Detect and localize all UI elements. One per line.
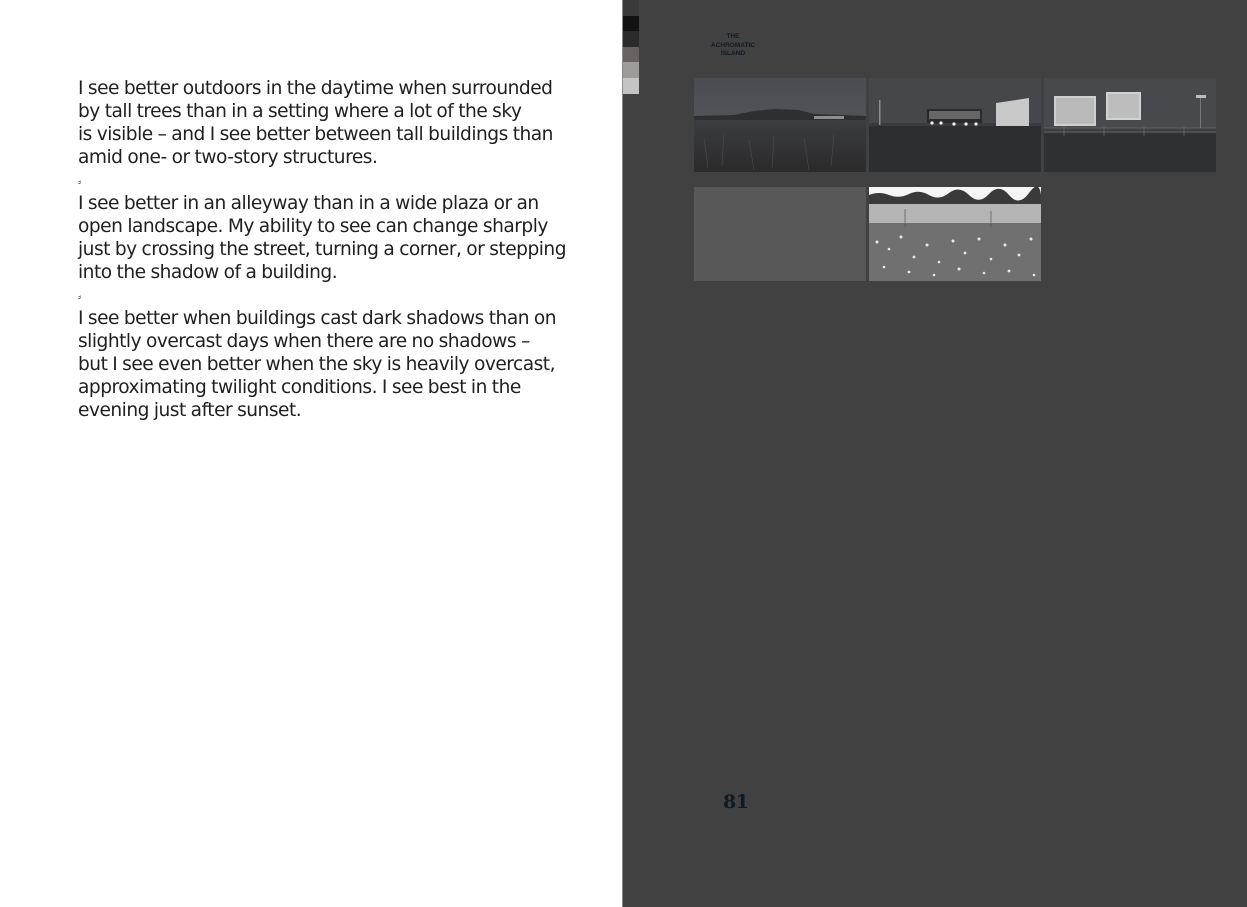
tone-swatch (623, 62, 639, 78)
text-column (78, 77, 578, 422)
logo-line: ISLAND (720, 50, 746, 57)
photo-trailer-fence (1044, 78, 1216, 172)
paragraph-2: I see better in an alleyway than in a wide plaza or an open landscape. My ability to see can change sharply just by crossing the street, turning a corner, or stepping into the shadow of a building. (78, 193, 567, 283)
paragraph-separator: ⸗ (78, 177, 81, 188)
tone-swatch (623, 78, 639, 94)
tone-swatch-strip (623, 0, 639, 94)
paragraph-3: I see better when buildings cast dark shadows than on slightly overcast days when there are no shadows – but I see even better when the sky is heavily overcast, approximating twilight conditions. I see best in the evening just after sunset. (78, 308, 557, 421)
tone-swatch (623, 16, 639, 32)
tone-swatch (623, 47, 639, 63)
logo-line: THE (726, 33, 740, 40)
photo-truck-night (869, 78, 1041, 172)
left-page (0, 0, 623, 907)
tone-swatch (623, 31, 639, 47)
logo-line: ACHROMATIC (711, 41, 755, 49)
photo-field-horizon (694, 78, 866, 172)
paragraph-1: I see better outdoors in the daytime when surrounded by tall trees than in a setting where a lot of the sky is visible – and I see better between tall buildings than amid one- or two-story structures. (78, 78, 553, 168)
book-logo (705, 33, 761, 59)
tone-swatch (623, 0, 639, 16)
photo-meadow-flowers (869, 187, 1041, 281)
page-number: 81 (723, 791, 749, 813)
right-page (623, 0, 1247, 907)
paragraph-separator: ⸗ (78, 292, 81, 303)
photo-blank-gray (694, 187, 866, 281)
